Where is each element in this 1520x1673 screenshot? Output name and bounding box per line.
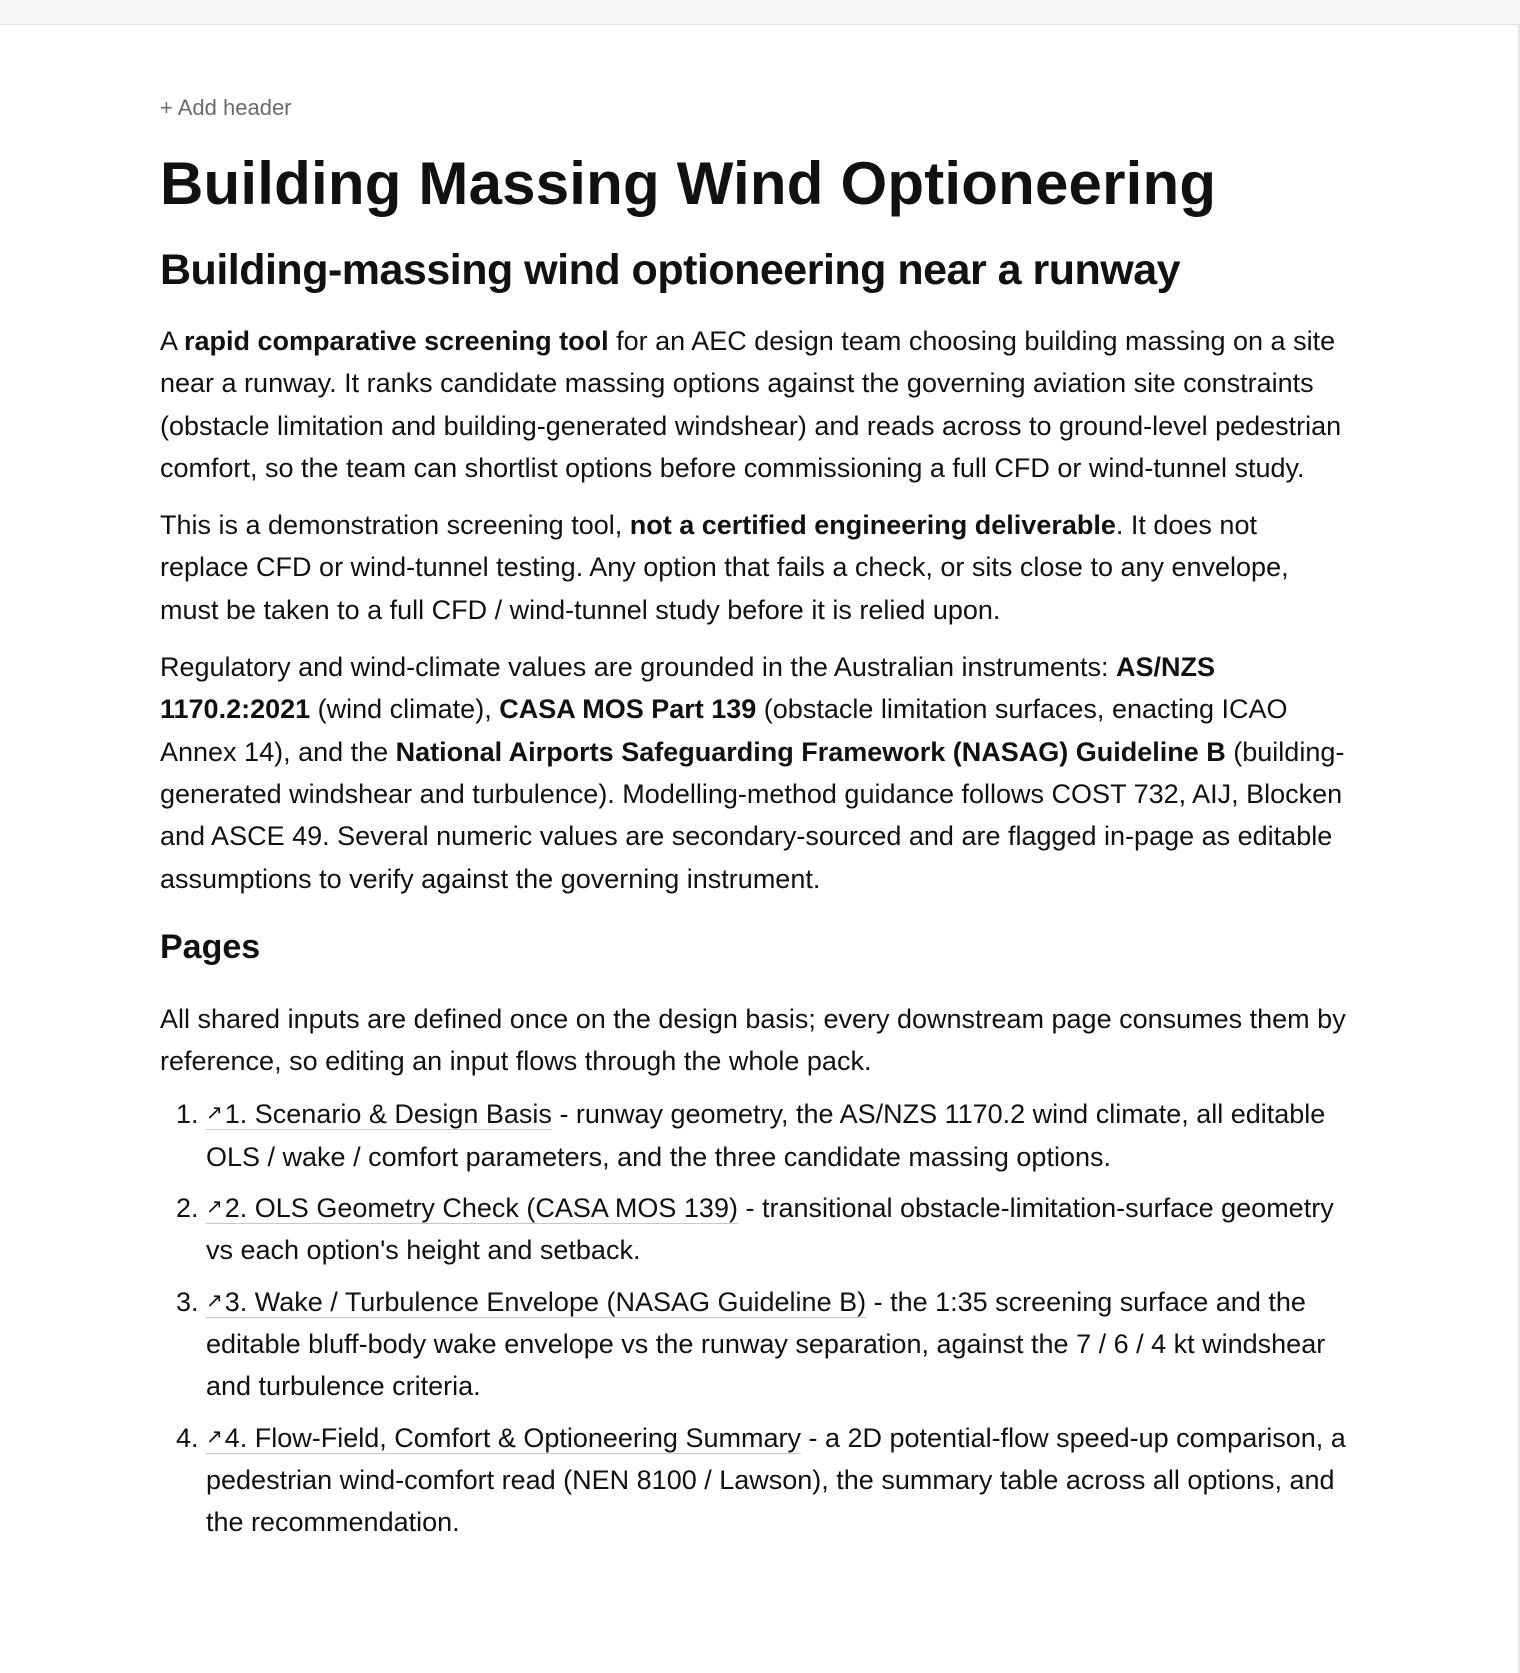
bold-text: CASA MOS Part 139 [499, 694, 757, 725]
text-run: A [160, 326, 185, 356]
page-link-label: 2. OLS Geometry Check (CASA MOS 139) [224, 1193, 738, 1224]
page-link-flow-field-comfort-summary[interactable] [206, 1423, 801, 1454]
page-link-label: 4. Flow-Field, Comfort & Optioneering Summary [224, 1422, 801, 1453]
page-link-wake-turbulence-envelope[interactable] [206, 1287, 866, 1318]
list-item-description: - runway geometry, the AS/NZS 1170.2 wind climate, all editable OLS / wake / comfort parameters, and the three candidate massing options. [206, 1099, 1326, 1172]
pages-heading: Pages [160, 927, 261, 966]
list-item-description: - the 1:35 screening surface and the editable bluff-body wake envelope vs the runway separation, against the 7 / 6 / 4 kt windshear and turbulence criteria. [206, 1286, 1326, 1402]
intro-paragraph-3 [160, 646, 1348, 900]
list-item-description: - transitional obstacle-limitation-surface geometry vs each option's height and setback. [206, 1193, 1334, 1266]
document-page [160, 92, 1348, 1543]
list-item [206, 1092, 1348, 1178]
pages-list [160, 1092, 1348, 1543]
external-link-arrow-icon: ↗ [206, 1289, 223, 1312]
text-run: for an AEC design team choosing building massing on a site near a runway. It ranks candidate massing options against the governing aviation site constraints (obstacle limitation and building-generated windshear) and reads across to ground-level pedestrian comfort, so the team can shortlist options before commissioning a full CFD or wind-tunnel study. [160, 326, 1342, 483]
list-item [206, 1280, 1348, 1408]
list-item-description: - a 2D potential-flow speed-up comparison, a pedestrian wind-comfort read (NEN 8100 / Lawson), the summary table across all options, and the recommendation. [206, 1422, 1346, 1538]
pages-description: All shared inputs are defined once on the design basis; every downstream page consumes them by reference, so editing an input flows through the whole pack. [160, 1003, 1346, 1077]
bold-text: not a certified engineering deliverable [629, 510, 1116, 541]
external-link-arrow-icon: ↗ [206, 1196, 223, 1219]
page-subtitle: Building-massing wind optioneering near a runway [160, 246, 1181, 294]
text-run: (building-generated windshear and turbulence). Modelling-method guidance follows COST 732, AIJ, Blocken and ASCE 49. Several numeric values are secondary-sourced and are flagged in-page as editable assumptions to verify against the governing instrument. [160, 736, 1345, 894]
page-link-scenario-design-basis[interactable] [206, 1099, 552, 1130]
intro-paragraph-1 [160, 320, 1348, 489]
page-link-label: 3. Wake / Turbulence Envelope (NASAG Guideline B) [224, 1286, 867, 1317]
text-run: (wind climate), [310, 694, 500, 725]
text-run: Regulatory and wind-climate values are grounded in the Australian instruments: [160, 652, 1117, 683]
page-link-ols-geometry-check[interactable] [206, 1193, 738, 1224]
text-run: . It does not replace CFD or wind-tunnel testing. Any option that fails a check, or sits close to any envelope, must be taken to a full CFD / wind-tunnel study before it is relied upon. [160, 510, 1289, 625]
page-link-label: 1. Scenario & Design Basis [224, 1099, 552, 1130]
list-item [206, 1416, 1348, 1544]
add-header-button[interactable]: + Add header [160, 95, 292, 120]
bold-text: National Airports Safeguarding Framework (NASAG) Guideline B [395, 736, 1226, 767]
top-toolbar-strip [0, 0, 1520, 25]
external-link-arrow-icon: ↗ [206, 1425, 223, 1448]
text-run: (obstacle limitation surfaces, enacting ICAO Annex 14), and the [160, 694, 1288, 767]
bold-text: AS/NZS 1170.2:2021 [160, 652, 1216, 725]
text-run: This is a demonstration screening tool, [160, 510, 630, 541]
bold-text: rapid comparative screening tool [184, 326, 609, 356]
intro-paragraph-2 [160, 504, 1348, 631]
external-link-arrow-icon: ↗ [206, 1102, 223, 1125]
page-title: Building Massing Wind Optioneering [160, 150, 1217, 217]
list-item [206, 1186, 1348, 1272]
